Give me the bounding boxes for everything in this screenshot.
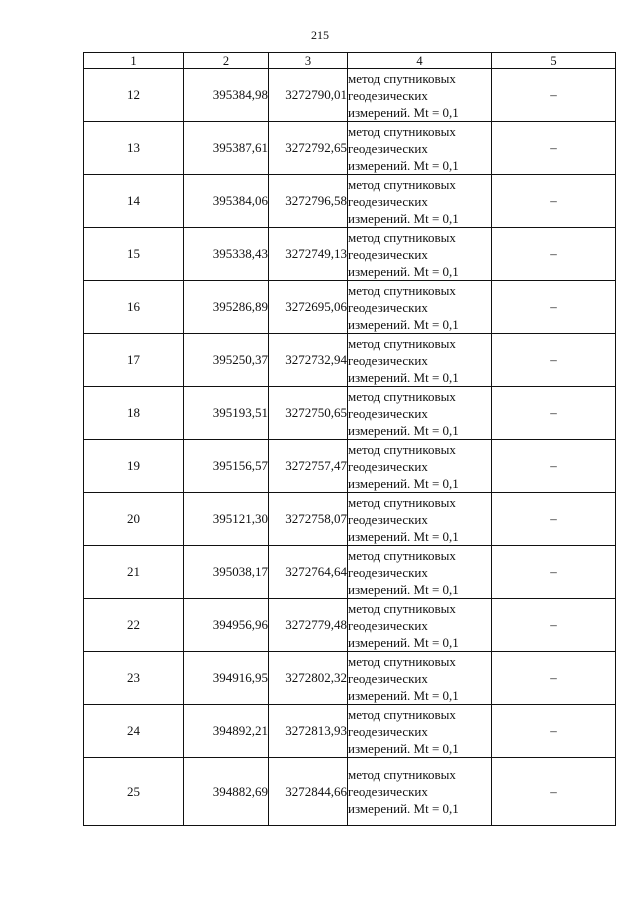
coordinate-y: 3272695,06: [269, 281, 348, 334]
method-line: метод спутниковых: [348, 600, 456, 616]
table-row: [84, 175, 616, 228]
method-description: [348, 334, 492, 387]
method-line: геодезических: [348, 246, 428, 262]
method-line: метод спутниковых: [348, 494, 456, 510]
method-line: измерений. Mt = 0,1: [348, 475, 459, 491]
point-number: 18: [84, 387, 184, 440]
method-line: метод спутниковых: [348, 176, 456, 192]
point-number: 13: [84, 122, 184, 175]
method-line: метод спутниковых: [348, 282, 456, 298]
coordinate-x: 395156,57: [184, 440, 269, 493]
coordinate-y: 3272796,58: [269, 175, 348, 228]
method-line: измерений. Mt = 0,1: [348, 210, 459, 226]
coordinate-x: 395250,37: [184, 334, 269, 387]
method-line: измерений. Mt = 0,1: [348, 801, 459, 816]
method-line: метод спутниковых: [348, 547, 456, 563]
method-line: геодезических: [348, 405, 428, 421]
table-row: [84, 440, 616, 493]
table-row: [84, 228, 616, 281]
coordinate-x: 394956,96: [184, 599, 269, 652]
point-number: 17: [84, 334, 184, 387]
point-number: 22: [84, 599, 184, 652]
method-line: измерений. Mt = 0,1: [348, 157, 459, 173]
method-description: [348, 652, 492, 705]
point-number: 14: [84, 175, 184, 228]
method-line: геодезических: [348, 458, 428, 474]
method-line: геодезических: [348, 193, 428, 209]
method-line: измерений. Mt = 0,1: [348, 634, 459, 650]
note-cell: –: [492, 387, 616, 440]
method-description: [348, 387, 492, 440]
method-description: [348, 175, 492, 228]
method-line: измерений. Mt = 0,1: [348, 687, 459, 703]
table-row: [84, 281, 616, 334]
coordinate-x: 395286,89: [184, 281, 269, 334]
note-cell: –: [492, 493, 616, 546]
point-number: 21: [84, 546, 184, 599]
note-cell: –: [492, 705, 616, 758]
method-line: метод спутниковых: [348, 229, 456, 245]
method-line: измерений. Mt = 0,1: [348, 369, 459, 385]
method-line: измерений. Mt = 0,1: [348, 528, 459, 544]
point-number: 12: [84, 69, 184, 122]
table-row: [84, 493, 616, 546]
coordinate-y: 3272779,48: [269, 599, 348, 652]
coordinate-x: 394892,21: [184, 705, 269, 758]
method-line: метод спутниковых: [348, 767, 456, 782]
method-line: геодезических: [348, 784, 428, 799]
page-number: 215: [311, 28, 329, 42]
note-cell: –: [492, 281, 616, 334]
coordinate-x: 395338,43: [184, 228, 269, 281]
column-header: 3: [269, 53, 348, 69]
method-description: [348, 440, 492, 493]
method-line: измерений. Mt = 0,1: [348, 263, 459, 279]
coordinates-table: [83, 52, 616, 826]
method-description: [348, 493, 492, 546]
method-line: геодезических: [348, 670, 428, 686]
method-line: метод спутниковых: [348, 706, 456, 722]
coordinate-x: 395193,51: [184, 387, 269, 440]
note-cell: –: [492, 122, 616, 175]
note-cell: –: [492, 652, 616, 705]
note-cell: –: [492, 69, 616, 122]
method-description: [348, 69, 492, 122]
method-line: метод спутниковых: [348, 123, 456, 139]
method-line: метод спутниковых: [348, 653, 456, 669]
method-line: измерений. Mt = 0,1: [348, 581, 459, 597]
method-line: метод спутниковых: [348, 441, 456, 457]
coordinate-x: 395121,30: [184, 493, 269, 546]
method-line: геодезических: [348, 617, 428, 633]
coordinate-y: 3272813,93: [269, 705, 348, 758]
note-cell: –: [492, 440, 616, 493]
method-line: геодезических: [348, 723, 428, 739]
table-row: [84, 705, 616, 758]
method-description: [348, 228, 492, 281]
point-number: 20: [84, 493, 184, 546]
note-cell: –: [492, 546, 616, 599]
method-description: [348, 758, 492, 826]
note-cell: –: [492, 758, 616, 826]
point-number: 15: [84, 228, 184, 281]
table-row: [84, 546, 616, 599]
coordinate-x: 394916,95: [184, 652, 269, 705]
point-number: 23: [84, 652, 184, 705]
method-description: [348, 705, 492, 758]
note-cell: –: [492, 228, 616, 281]
coordinate-y: 3272844,66: [269, 758, 348, 826]
coordinate-y: 3272758,07: [269, 493, 348, 546]
method-line: измерений. Mt = 0,1: [348, 740, 459, 756]
coordinate-y: 3272732,94: [269, 334, 348, 387]
table-row: [84, 387, 616, 440]
method-description: [348, 599, 492, 652]
method-line: измерений. Mt = 0,1: [348, 104, 459, 120]
method-description: [348, 546, 492, 599]
column-header: 1: [84, 53, 184, 69]
note-cell: –: [492, 175, 616, 228]
coordinate-x: 395387,61: [184, 122, 269, 175]
coordinate-x: 395384,06: [184, 175, 269, 228]
method-line: метод спутниковых: [348, 335, 456, 351]
method-description: [348, 281, 492, 334]
method-line: измерений. Mt = 0,1: [348, 422, 459, 438]
method-line: метод спутниковых: [348, 70, 456, 86]
coordinate-y: 3272790,01: [269, 69, 348, 122]
coordinate-y: 3272757,47: [269, 440, 348, 493]
table-row: [84, 758, 616, 826]
coordinate-x: 394882,69: [184, 758, 269, 826]
method-line: геодезических: [348, 564, 428, 580]
table-row: [84, 599, 616, 652]
coordinate-y: 3272792,65: [269, 122, 348, 175]
coordinate-y: 3272802,32: [269, 652, 348, 705]
point-number: 16: [84, 281, 184, 334]
method-description: [348, 122, 492, 175]
table-row: [84, 122, 616, 175]
point-number: 19: [84, 440, 184, 493]
coordinate-y: 3272750,65: [269, 387, 348, 440]
note-cell: –: [492, 599, 616, 652]
method-line: геодезических: [348, 140, 428, 156]
note-cell: –: [492, 334, 616, 387]
coordinate-x: 395038,17: [184, 546, 269, 599]
method-line: геодезических: [348, 299, 428, 315]
coordinate-x: 395384,98: [184, 69, 269, 122]
method-line: геодезических: [348, 352, 428, 368]
table-header-row: [84, 53, 616, 69]
table-row: [84, 69, 616, 122]
column-header: 4: [348, 53, 492, 69]
point-number: 25: [84, 758, 184, 826]
method-line: измерений. Mt = 0,1: [348, 316, 459, 332]
column-header: 2: [184, 53, 269, 69]
method-line: метод спутниковых: [348, 388, 456, 404]
coordinate-y: 3272764,64: [269, 546, 348, 599]
point-number: 24: [84, 705, 184, 758]
method-line: геодезических: [348, 87, 428, 103]
table-row: [84, 652, 616, 705]
table-row: [84, 334, 616, 387]
column-header: 5: [492, 53, 616, 69]
coordinate-y: 3272749,13: [269, 228, 348, 281]
method-line: геодезических: [348, 511, 428, 527]
